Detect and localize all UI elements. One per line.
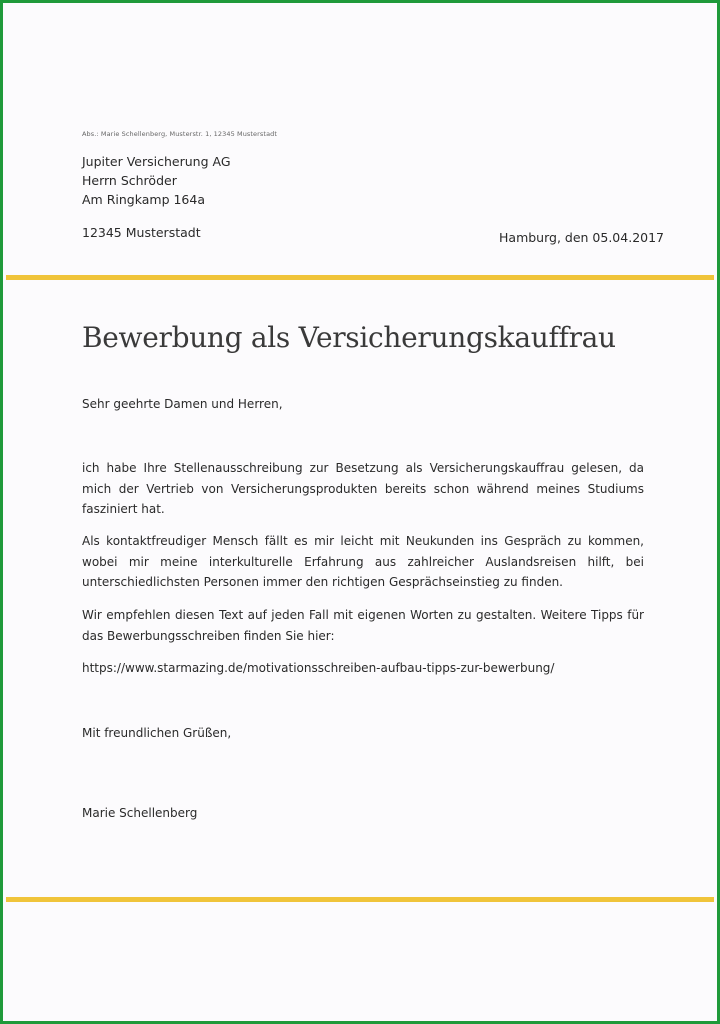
- recipient-city: 12345 Musterstadt: [82, 225, 201, 240]
- recipient-address: [82, 152, 231, 209]
- paragraph-1: ich habe Ihre Stellenausschreibung zur Besetzung als Versicherungskauffrau gelesen, da mich der Vertrieb von Versicherungsprodukten bereits schon während meines Studiums fasziniert hat.: [82, 461, 644, 516]
- bottom-accent-rule: [6, 897, 714, 902]
- salutation: Sehr geehrte Damen und Herren,: [82, 397, 283, 411]
- top-accent-rule: [6, 275, 714, 280]
- paragraph-3: Wir empfehlen diesen Text auf jeden Fall mit eigenen Worten zu gestalten. Weitere Tipps für das Bewerbungsschreiben finden Sie hier:: [82, 608, 644, 643]
- paragraph-2: Als kontaktfreudiger Mensch fällt es mir leicht mit Neukunden ins Gespräch zu kommen, wobei mir meine interkulturelle Erfahrung aus zahlreicher Auslandsreisen hilft, bei unterschiedlichsten Personen immer den richtigen Gesprächseinstieg zu finden.: [82, 534, 644, 589]
- recipient-street: Am Ringkamp 164a: [82, 192, 205, 207]
- sender-line: Abs.: Marie Schellenberg, Musterstr. 1, 12345 Musterstadt: [82, 130, 278, 138]
- signature-name: Marie Schellenberg: [82, 806, 198, 820]
- tips-link[interactable]: https://www.starmazing.de/motivationsschreiben-aufbau-tipps-zur-bewerbung/: [82, 661, 555, 675]
- place-date: Hamburg, den 05.04.2017: [499, 230, 664, 245]
- recipient-contact: Herrn Schröder: [82, 173, 177, 188]
- closing: Mit freundlichen Grüßen,: [82, 726, 232, 740]
- recipient-company: Jupiter Versicherung AG: [82, 154, 231, 169]
- letter-title: Bewerbung als Versicherungskauffrau: [82, 321, 616, 354]
